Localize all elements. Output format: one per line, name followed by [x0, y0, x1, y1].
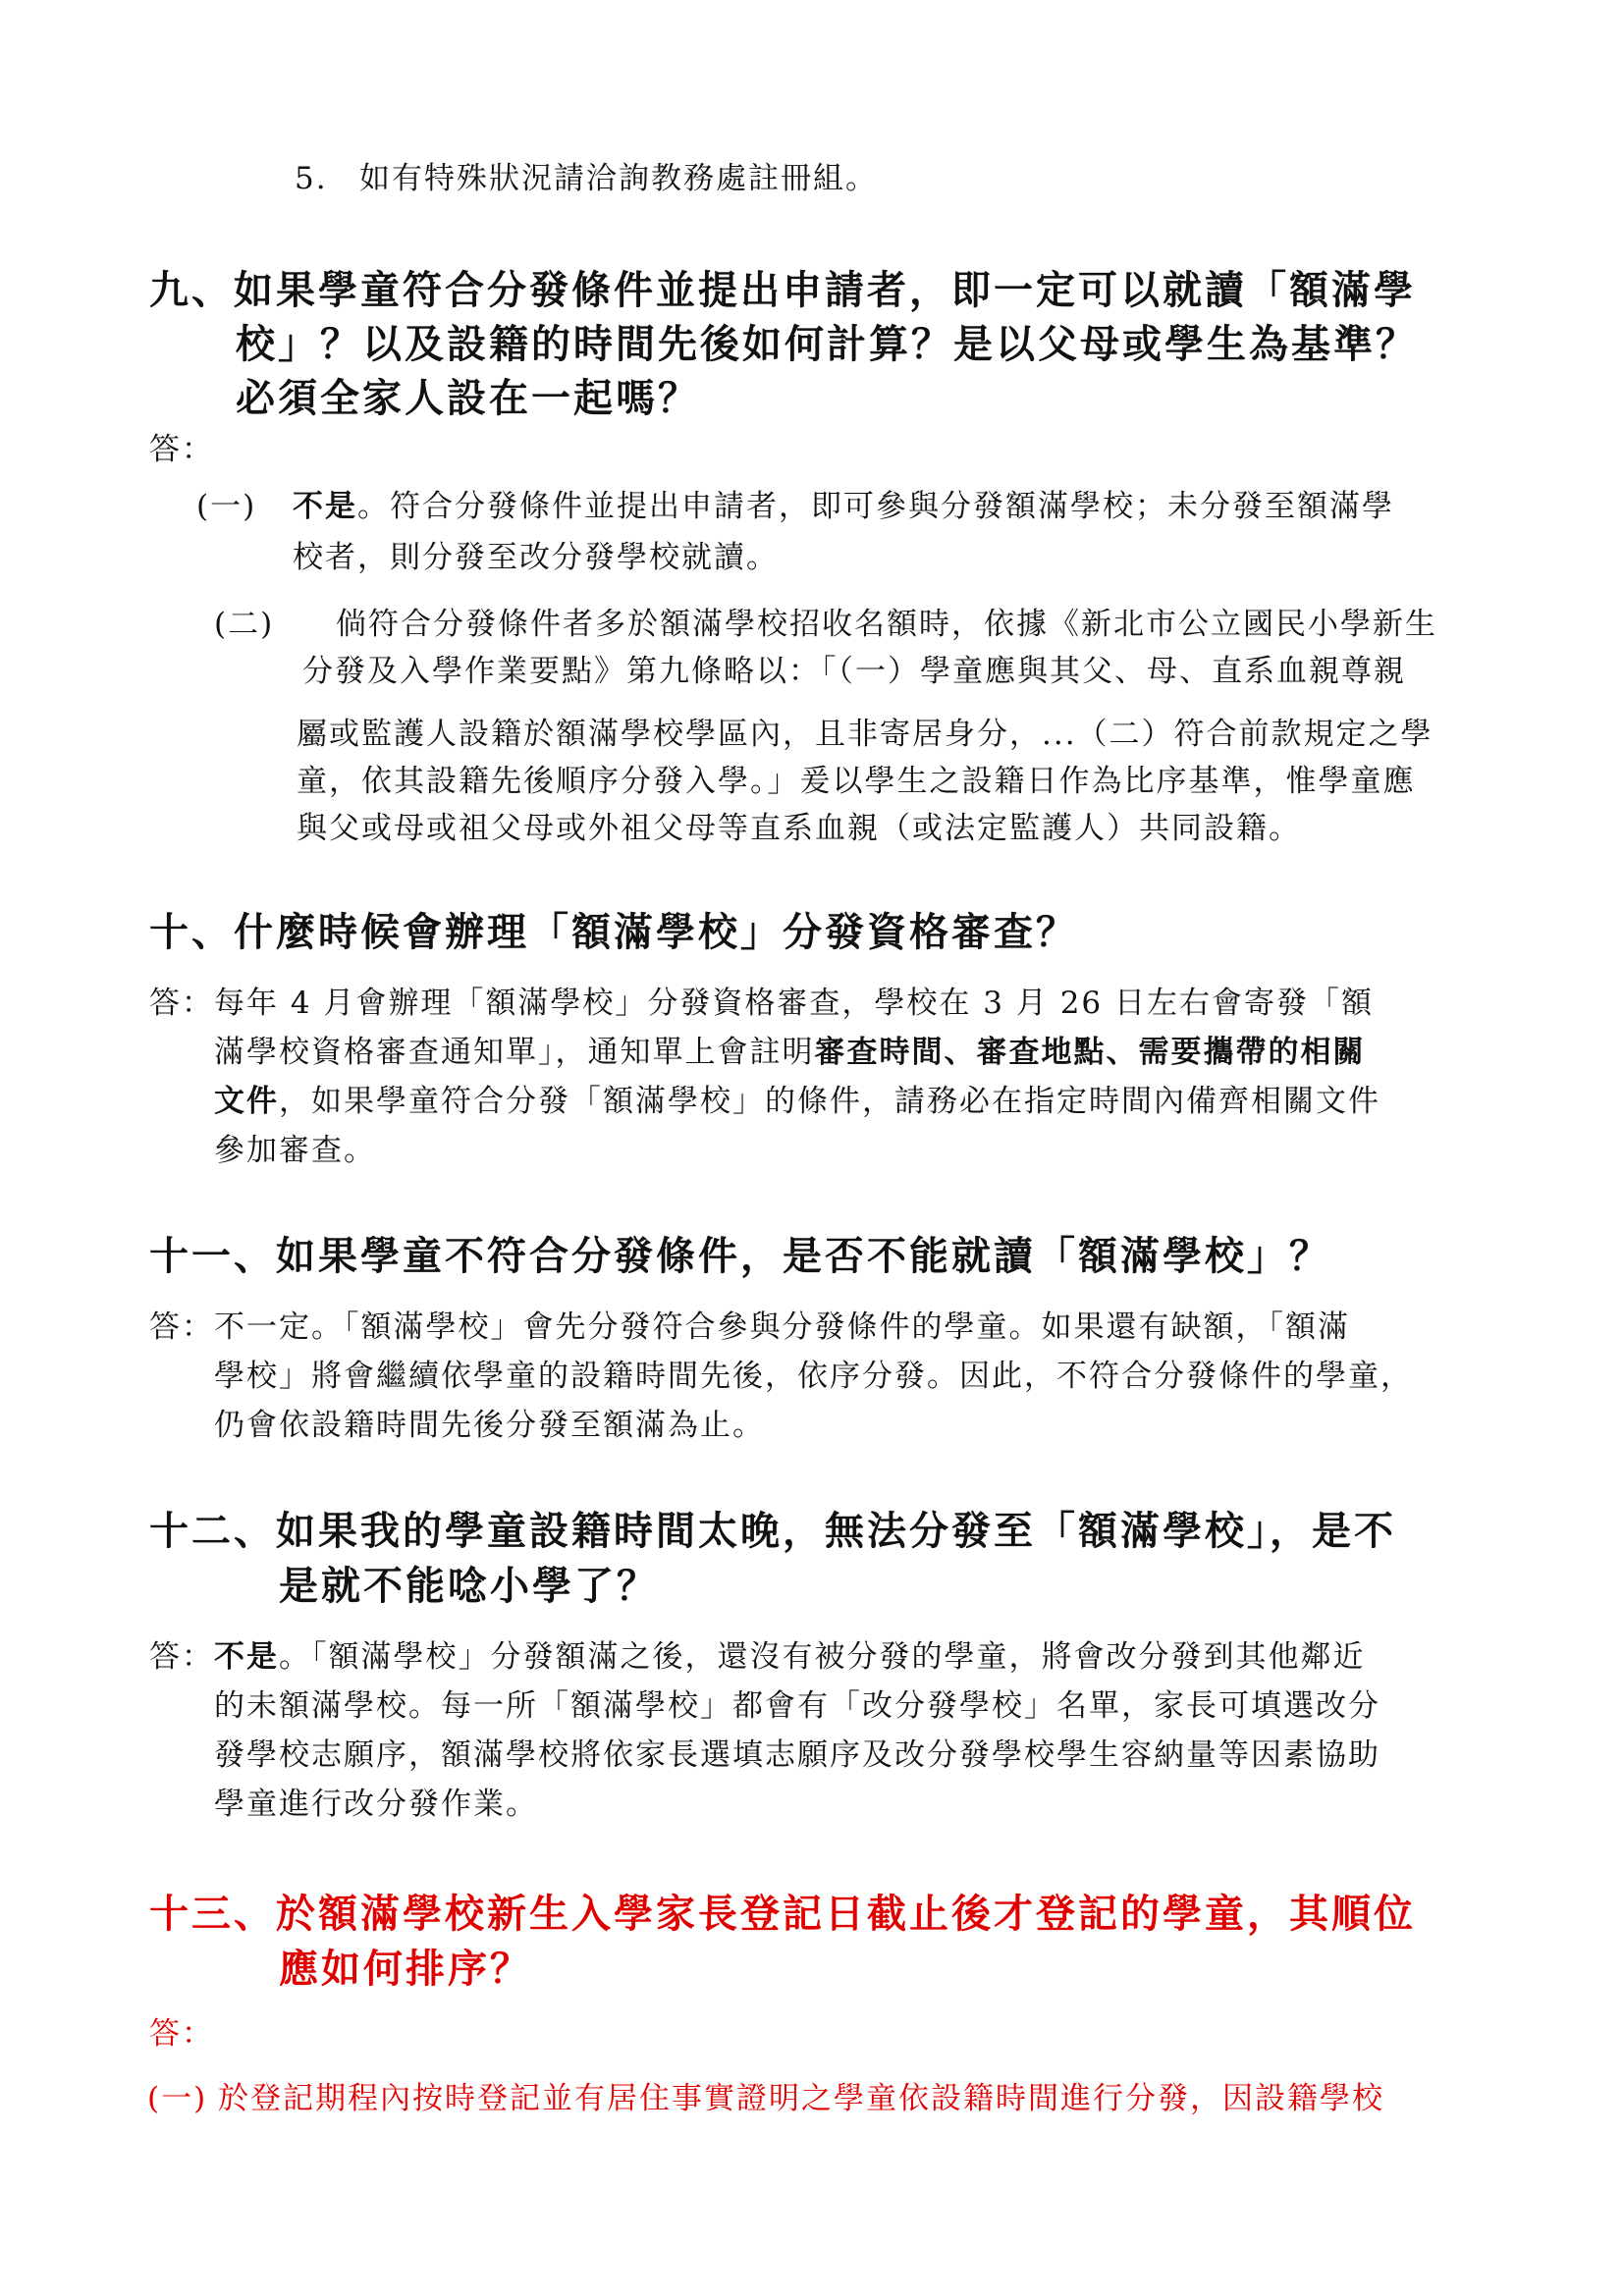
q9-a2-line-5: 與父或母或祖父母或外祖父母等直系血親（或法定監護人）共同設籍。 — [297, 811, 1301, 846]
q9-title-line-2: 校」？以及設籍的時間先後如何計算？是以父母或學生為基準？ — [236, 321, 1418, 367]
q13-title-line-1: 十三、於額滿學校新生入學家長登記日截止後才登記的學童，其順位 — [149, 1891, 1416, 1937]
q10-l2-bold: 審查時間、審查地點、需要攜帶的相關 — [814, 1035, 1366, 1070]
q9-a2-line-1: 倘符合分發條件者多於額滿學校招收名額時，依據《新北市公立國民小學新生 — [336, 607, 1437, 642]
q9-title-line-1: 九、如果學童符合分發條件並提出申請者，即一定可以就讀「額滿學 — [149, 267, 1416, 313]
list-number: 5. — [295, 161, 328, 196]
answer-label: 答： — [149, 1639, 214, 1675]
q13-a1-number: (一) — [147, 2081, 208, 2116]
q10-answer-line-2 — [214, 1031, 1366, 1074]
q12-title-line-2: 是就不能唸小學了？ — [279, 1563, 659, 1609]
q10-answer-line-1: 答：每年 4 月會辦理「額滿學校」分發資格審查，學校在 3 月 26 日左右會寄發「額 — [149, 986, 1375, 1021]
q9-a1-number: (一) — [196, 489, 257, 524]
list-item-text: 如有特殊狀況請洽詢教務處註冊組。 — [359, 161, 878, 196]
q10-l2-text: 滿學校資格審查通知單」，通知單上會註明 — [214, 1035, 815, 1070]
q10-answer-line-4: 參加審查。 — [214, 1133, 376, 1168]
q10-l3-text: ，如果學童符合分發「額滿學校」的條件，請務必在指定時間內備齊相關文件 — [279, 1084, 1380, 1119]
q9-a2-line-2: 分發及入學作業要點》第九條略以：「（一）學童應與其父、母、直系血親尊親 — [302, 654, 1406, 689]
q9-a1-line-1 — [293, 485, 1394, 528]
q10-l3-bold: 文件 — [214, 1084, 279, 1119]
q9-a1-line-2: 校者，則分發至改分發學校就讀。 — [293, 540, 779, 575]
q13-title-line-2: 應如何排序？ — [279, 1946, 532, 1992]
q10-answer-line-3 — [214, 1080, 1380, 1123]
q9-title-line-3: 必須全家人設在一起嗎？ — [236, 375, 700, 421]
q12-title-line-1: 十二、如果我的學童設籍時間太晚，無法分發至「額滿學校」，是不 — [149, 1508, 1396, 1554]
q11-answer-line-3: 仍會依設籍時間先後分發至額滿為止。 — [214, 1408, 765, 1443]
q12-answer-line-2: 的未額滿學校。每一所「額滿學校」都會有「改分發學校」名單，家長可填選改分 — [214, 1688, 1380, 1724]
q9-a1-bold: 不是 — [293, 489, 357, 524]
q12-answer-line-1 — [149, 1635, 1366, 1679]
q13-answer-label: 答： — [149, 2016, 214, 2052]
q9-a2-line-3: 屬或監護人設籍於額滿學校學區內，且非寄居身分，...（二）符合前款規定之學 — [297, 717, 1434, 752]
q11-answer-line-2: 學校」將會繼續依學童的設籍時間先後，依序分發。因此，不符合分發條件的學童， — [214, 1359, 1413, 1394]
answer-label: 答： — [149, 432, 214, 467]
q12-a-bold: 不是 — [214, 1639, 279, 1675]
q9-a2-line-4: 童，依其設籍先後順序分發入學。」爰以學生之設籍日作為比序基準，惟學童應 — [297, 764, 1416, 799]
q10-title: 十、什麼時候會辦理「額滿學校」分發資格審查？ — [149, 909, 1078, 955]
q13-a1-text: 於登記期程內按時登記並有居住事實證明之學童依設籍時間進行分發，因設籍學校 — [218, 2081, 1384, 2116]
q12-a-text: 。「額滿學校」分發額滿之後，還沒有被分發的學童，將會改分發到其他鄰近 — [279, 1639, 1366, 1675]
q11-title: 十一、如果學童不符合分發條件，是否不能就讀「額滿學校」？ — [149, 1233, 1331, 1279]
q9-a1-text: 。符合分發條件並提出申請者，即可參與分發額滿學校；未分發至額滿學 — [357, 489, 1394, 524]
q11-answer-line-1: 答：不一定。「額滿學校」會先分發符合參與分發條件的學童。如果還有缺額，「額滿 — [149, 1309, 1350, 1345]
q9-a2-number: (二) — [214, 607, 275, 642]
q12-answer-line-3: 發學校志願序，額滿學校將依家長選填志願序及改分發學校學生容納量等因素協助 — [214, 1737, 1380, 1773]
q12-answer-line-4: 學童進行改分發作業。 — [214, 1787, 538, 1822]
